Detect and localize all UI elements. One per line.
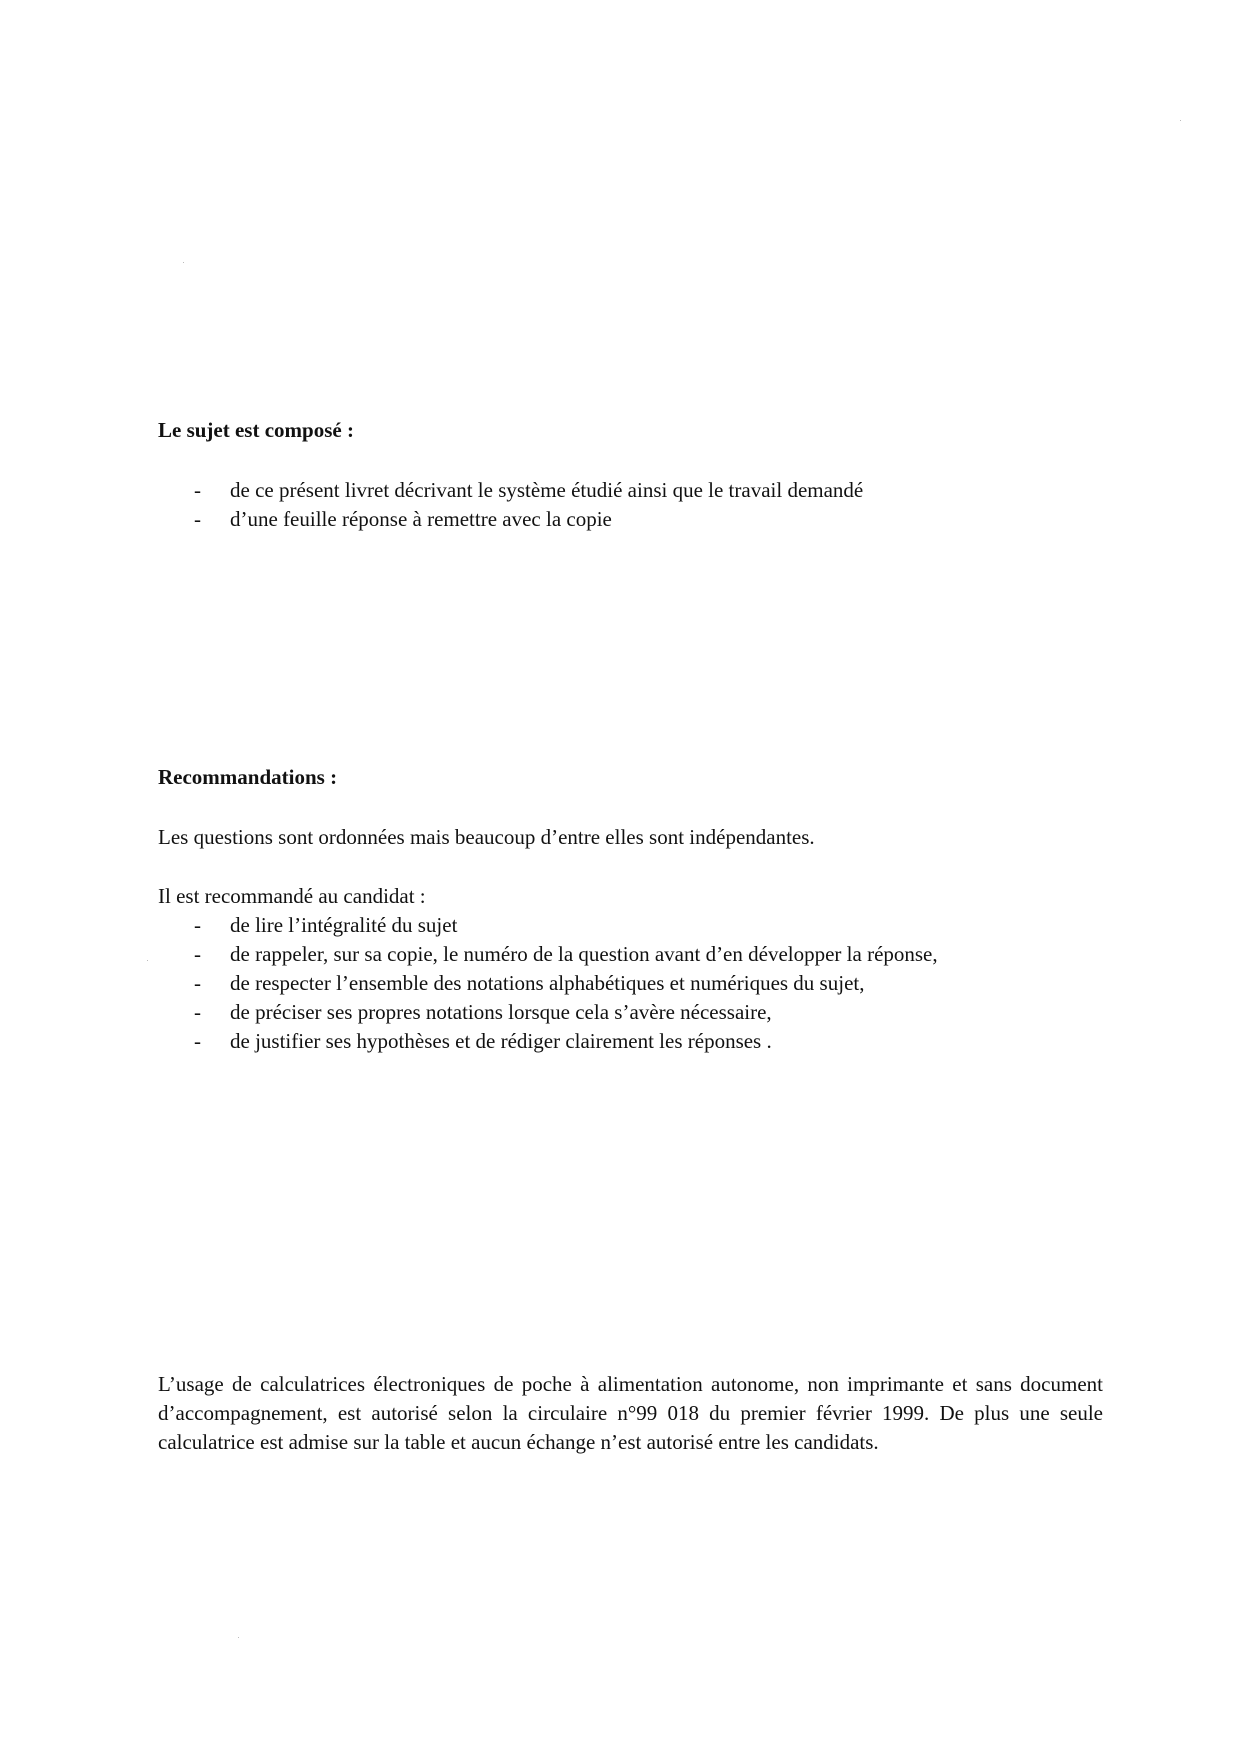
composition-list [158,476,863,534]
dash-bullet: - [194,971,201,995]
dash-bullet: - [194,478,201,502]
recommendations-lead: Il est recommandé au candidat : [158,884,426,908]
calculator-note: L’usage de calculatrices électroniques de poche à alimentation autonome, non imprimante et sans document d’accompagnement, est autorisé selon la circulaire n°99 018 du premier février 1999. De plus une seule calculatrice est admise sur la table et aucun échange n’est autorisé entre les candidats. [158,1372,1103,1454]
recommendation-item-text: de justifier ses hypothèses et de rédiger clairement les réponses . [230,1029,772,1053]
dash-bullet: - [194,1029,201,1053]
list-item [158,940,938,969]
composition-item-text: de ce présent livret décrivant le système étudié ainsi que le travail demandé [230,478,864,502]
dash-bullet: - [194,1000,201,1024]
scan-speck [183,262,184,263]
recommendation-item-text: de préciser ses propres notations lorsque cela s’avère nécessaire, [230,1000,772,1024]
recommendation-item-text: de lire l’intégralité du sujet [230,913,458,937]
recommendation-item-text: de respecter l’ensemble des notations alphabétiques et numériques du sujet, [230,971,865,995]
recommendation-item-text: de rappeler, sur sa copie, le numéro de la question avant d’en développer la réponse, [230,942,938,966]
list-item [158,476,863,505]
composition-item-text: d’une feuille réponse à remettre avec la copie [230,507,612,531]
dash-bullet: - [194,507,201,531]
recommendations-intro: Les questions sont ordonnées mais beaucoup d’entre elles sont indépendantes. [158,825,815,849]
scan-speck [238,1637,239,1638]
composition-heading: Le sujet est composé : [158,418,354,442]
scan-speck [147,960,148,961]
scan-speck [1180,120,1181,121]
list-item [158,969,938,998]
dash-bullet: - [194,913,201,937]
list-item [158,1027,938,1056]
list-item [158,911,938,940]
recommendations-heading: Recommandations : [158,765,338,789]
list-item [158,998,938,1027]
dash-bullet: - [194,942,201,966]
recommendations-list [158,911,938,1056]
list-item [158,505,863,534]
